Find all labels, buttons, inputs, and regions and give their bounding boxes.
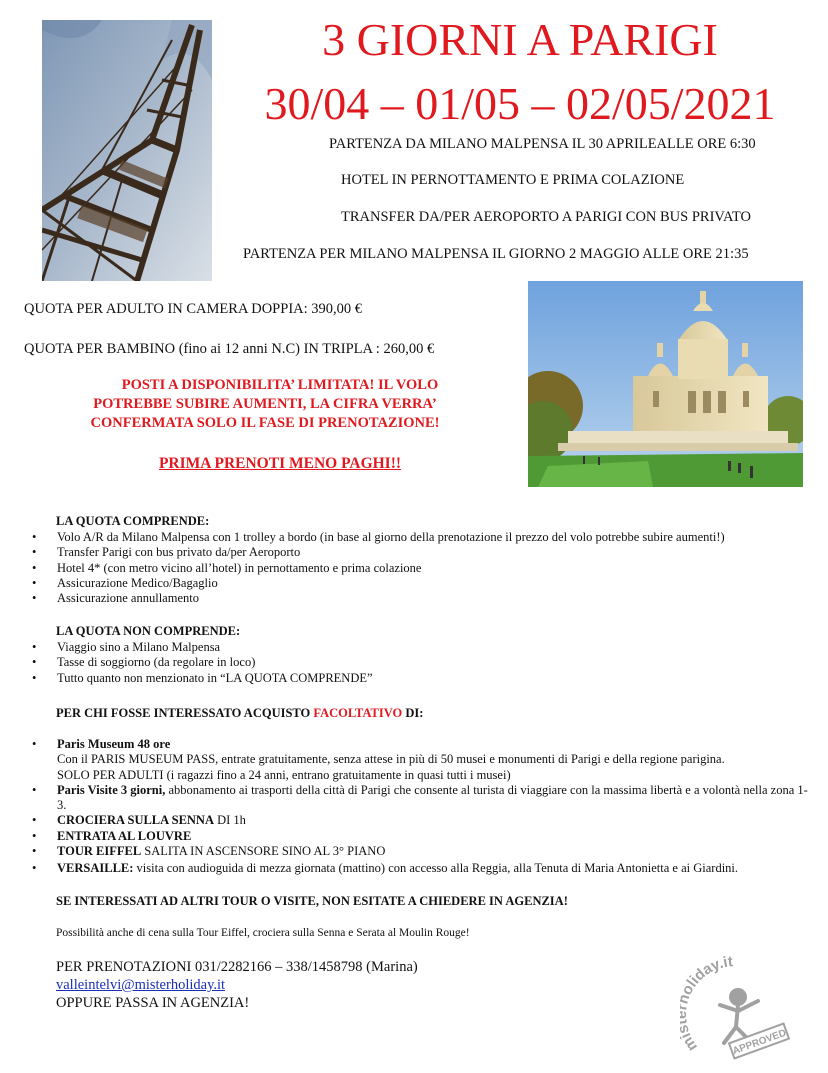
list-item: • Tutto quanto non menzionato in “LA QUOTA COMPRENDE” xyxy=(0,671,373,686)
museum-pass-note: SOLO PER ADULTI (i ragazzi fino a 24 anni, entrano gratuitamente in quasi tutti i musei) xyxy=(57,767,511,782)
list-item: • Tasse di soggiorno (da regolare in loco) xyxy=(0,655,373,670)
list-item-louvre xyxy=(0,829,810,844)
list-item: • Assicurazione annullamento xyxy=(0,591,725,606)
list-item: • Hotel 4* (con metro vicino all’hotel) in pernottamento e prima colazione xyxy=(0,561,725,576)
list-item: • Volo A/R da Milano Malpensa con 1 trolley a bordo (in base al giorno della prenotazione il prezzo del volo potrebbe subire aumenti!) xyxy=(0,530,725,545)
logo-arc-text: m oliday.it xyxy=(680,955,734,1055)
hotel-info: HOTEL IN PERNOTTAMENTO E PRIMA COLAZIONE xyxy=(341,172,685,188)
versailles-text: visita con audioguida di mezza giornata (mattino) con accesso alla Reggia, alla Tenuta di Maria Antonietta e ai Giardini. xyxy=(133,861,739,876)
includes-title: LA QUOTA COMPRENDE: xyxy=(56,514,210,528)
other-tours-note: SE INTERESSATI AD ALTRI TOUR O VISITE, NON ESITATE A CHIEDERE IN AGENZIA! xyxy=(56,894,568,908)
extra-possibility: Possibilità anche di cena sulla Tour Eiffel, crociera sulla Senna e Serata al Moulin Rouge! xyxy=(56,927,470,939)
list-item-eiffel xyxy=(0,844,810,859)
includes-list xyxy=(0,530,725,606)
museum-pass-text: Con il PARIS MUSEUM PASS, entrate gratuitamente, senza attese in più di 50 musei e monumenti di Parigi e della regione parigina. xyxy=(57,752,725,767)
louvre-title: ENTRATA AL LOUVRE xyxy=(57,828,192,843)
list-item-museum-pass xyxy=(0,737,810,783)
list-item: • Assicurazione Medico/Bagaglio xyxy=(0,576,725,591)
excludes-title: LA QUOTA NON COMPRENDE: xyxy=(56,624,241,638)
optional-title-highlight: FACOLTATIVO xyxy=(313,706,403,720)
versailles-title: VERSAILLE: xyxy=(57,861,134,876)
list-item: • Viaggio sino a Milano Malpensa xyxy=(0,640,373,655)
list-item-paris-visite xyxy=(0,783,810,814)
transfer-info: TRANSFER DA/PER AEROPORTO A PARIGI CON BUS PRIVATO xyxy=(341,209,751,225)
eiffel-title: TOUR EIFFEL xyxy=(57,844,142,859)
child-price: QUOTA PER BAMBINO (fino ai 12 anni N.C) IN TRIPLA : 260,00 € xyxy=(24,341,435,357)
crociera-title: CROCIERA SULLA SENNA xyxy=(57,813,214,828)
list-item-versailles xyxy=(0,861,810,876)
list-item-crociera xyxy=(0,813,810,828)
misterholiday-logo xyxy=(680,955,790,1065)
booking-phones: PER PRENOTAZIONI 031/2282166 – 338/1458798 (Marina) xyxy=(56,959,418,975)
paris-visite-text: abbonamento ai trasporti della città di Parigi che consente al turista di viaggiare con la massima libertà e a volontà nella zona 1-3. xyxy=(57,782,808,813)
optional-title xyxy=(56,706,423,721)
warning-line-3: CONFERMATA SOLO IL FASE DI PRENOTAZIONE! xyxy=(90,415,440,431)
eiffel-tower-photo xyxy=(42,20,212,281)
crociera-text: DI 1h xyxy=(213,813,246,828)
optional-list xyxy=(0,737,810,877)
sacre-coeur-photo xyxy=(528,281,803,487)
email-link[interactable]: valleintelvi@misterholiday.it xyxy=(56,977,226,993)
warning-line-2: POTREBBE SUBIRE AUMENTI, LA CIFRA VERRA’ xyxy=(93,396,437,412)
paris-visite-title: Paris Visite 3 giorni, xyxy=(57,782,166,797)
page-title: 3 GIORNI A PARIGI xyxy=(322,14,718,65)
contact-block xyxy=(56,958,418,1012)
visit-agency: OPPURE PASSA IN AGENZIA! xyxy=(56,995,250,1011)
availability-warning xyxy=(30,376,500,433)
departure-info: PARTENZA DA MILANO MALPENSA IL 30 APRILEALLE ORE 6:30 xyxy=(329,136,756,152)
return-info: PARTENZA PER MILANO MALPENSA IL GIORNO 2 MAGGIO ALLE ORE 21:35 xyxy=(243,246,749,262)
trip-dates: 30/04 – 01/05 – 02/05/2021 xyxy=(264,78,776,129)
museum-pass-title: Paris Museum 48 ore xyxy=(57,737,171,751)
logo-badge-text: APPROVED xyxy=(731,1027,788,1058)
optional-title-text: PER CHI FOSSE INTERESSATO ACQUISTO xyxy=(56,706,314,720)
book-early-slogan: PRIMA PRENOTI MENO PAGHI!! xyxy=(158,455,402,472)
warning-line-1: POSTI A DISPONIBILITA’ LIMITATA! IL VOLO xyxy=(121,377,439,393)
adult-price: QUOTA PER ADULTO IN CAMERA DOPPIA: 390,00 € xyxy=(24,301,363,317)
list-item: • Transfer Parigi con bus privato da/per Aeroporto xyxy=(0,545,725,560)
excludes-list xyxy=(0,640,373,686)
optional-title-suffix: DI: xyxy=(402,706,424,720)
eiffel-text: SALITA IN ASCENSORE SINO AL 3° PIANO xyxy=(141,844,386,859)
